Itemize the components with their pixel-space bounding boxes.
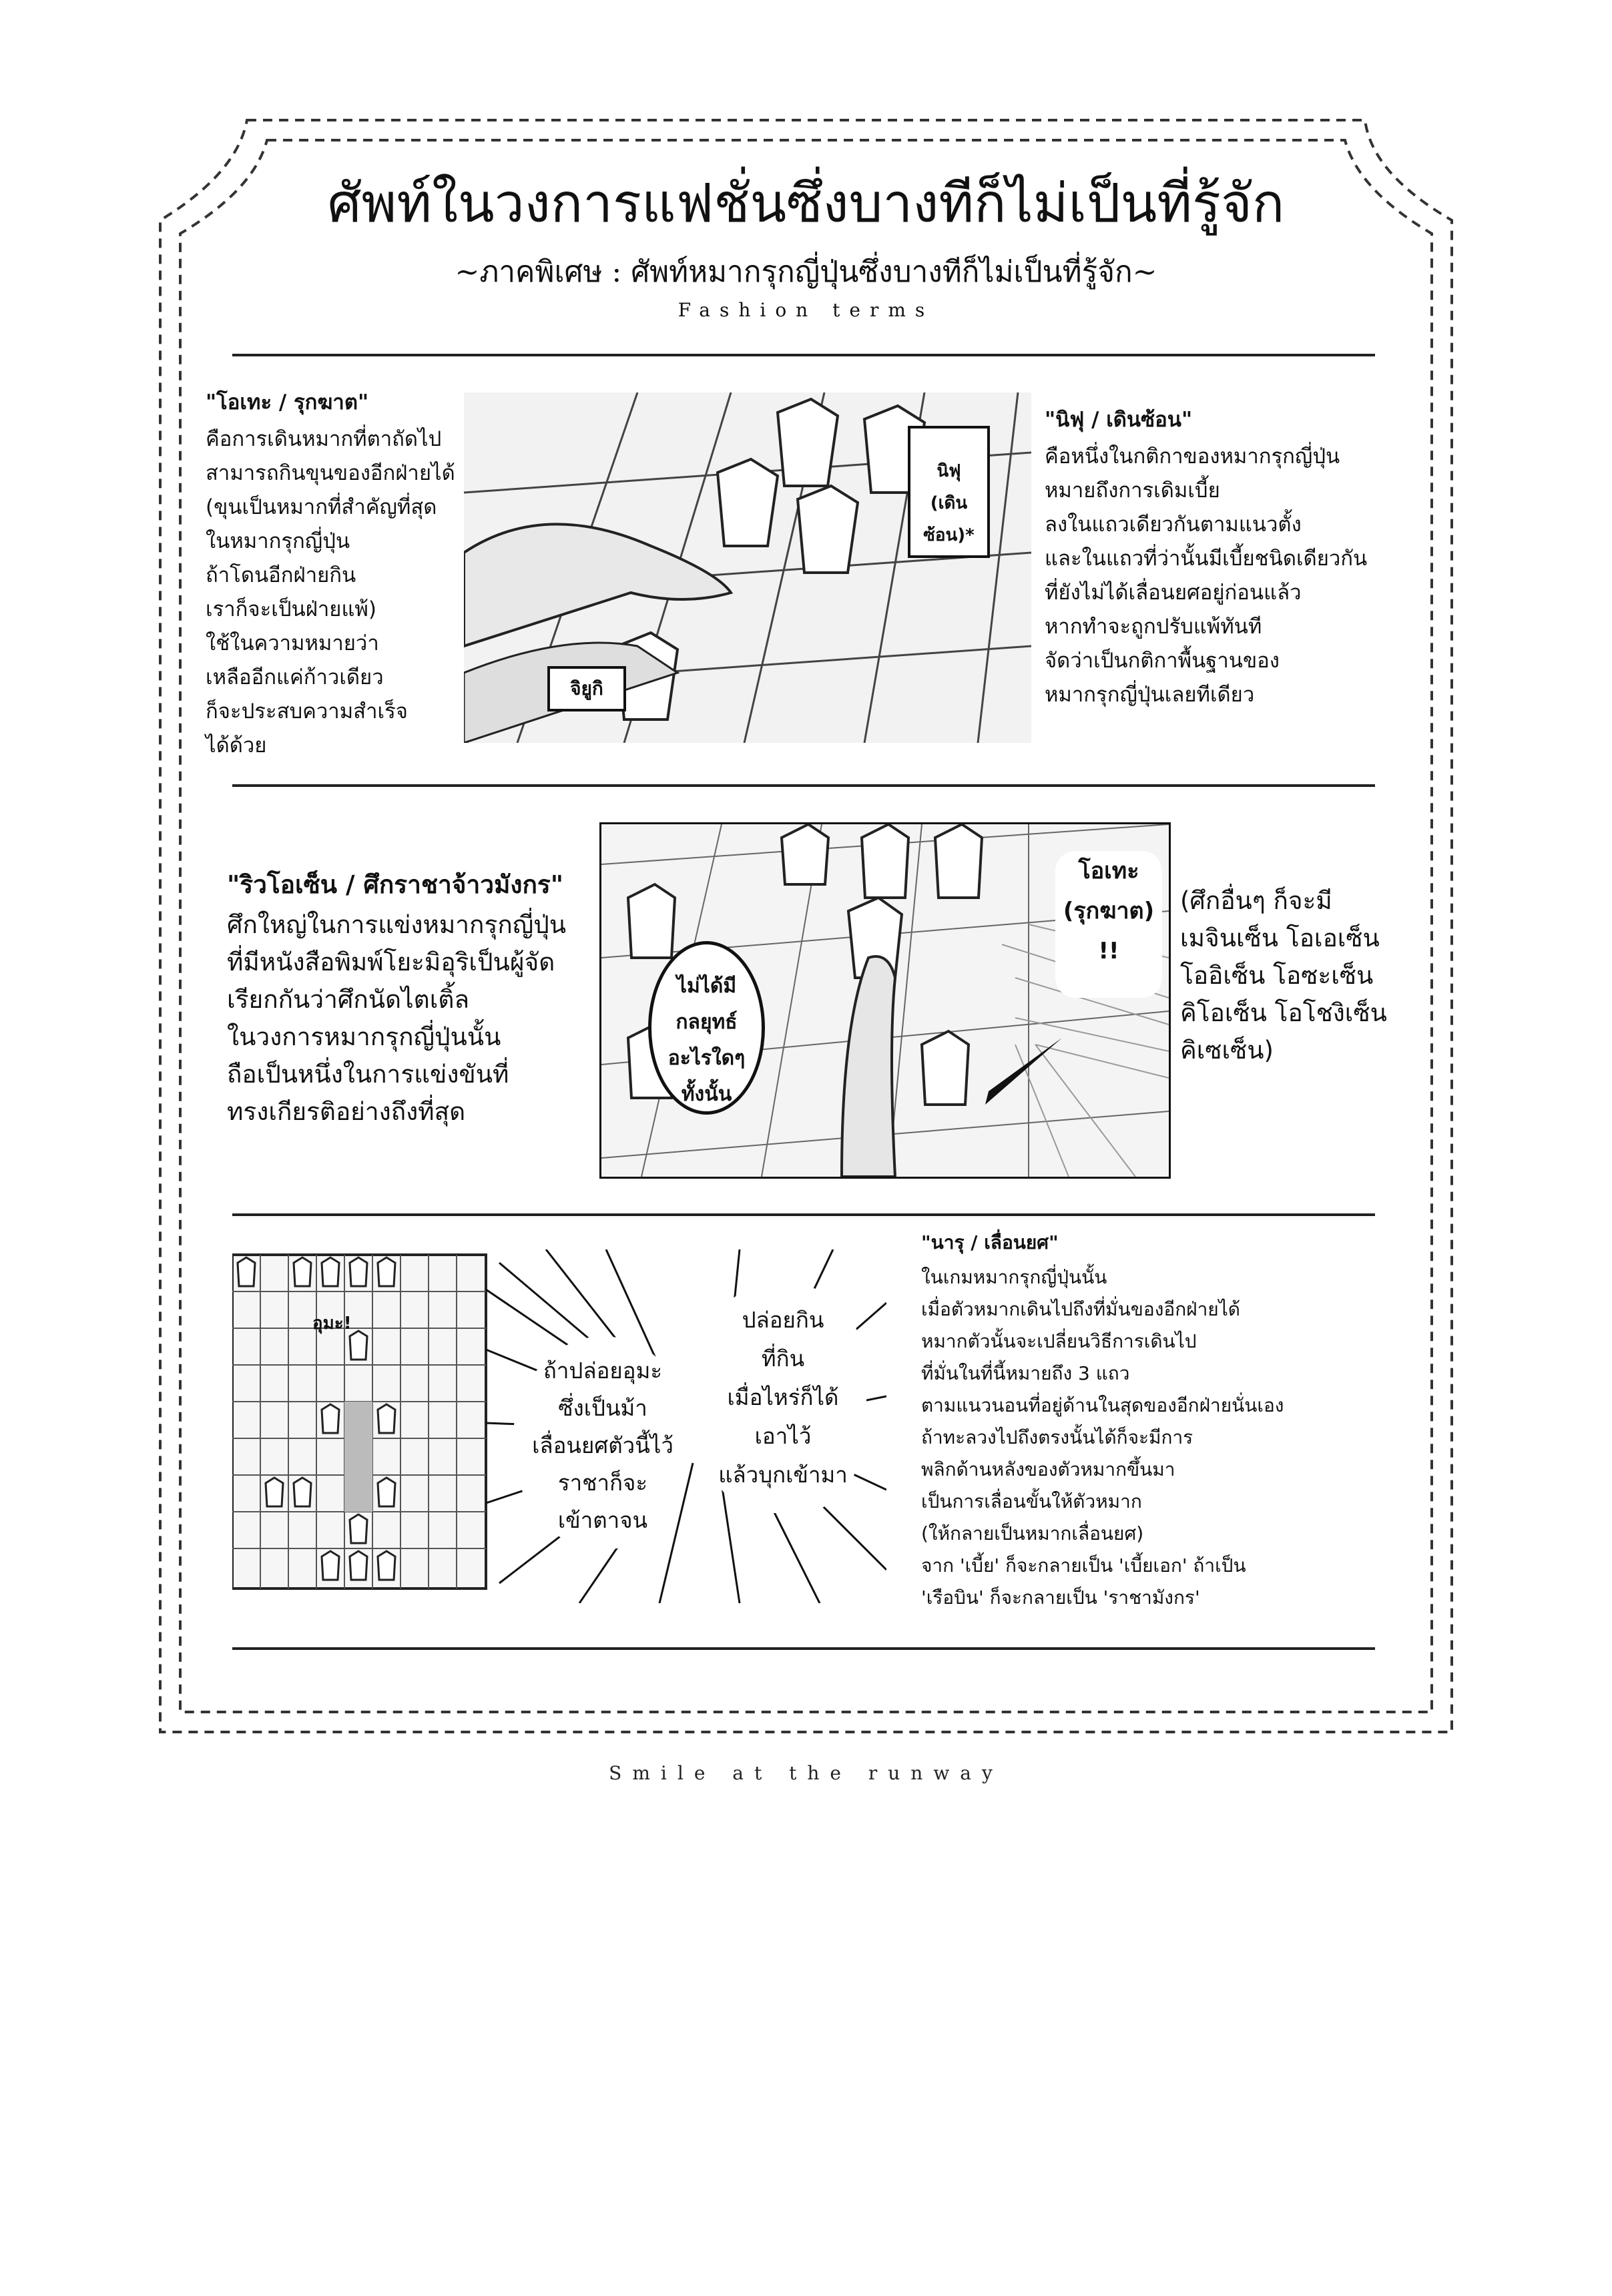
- manga-panel-ote: [599, 822, 1171, 1179]
- other-tournaments-note: [1180, 882, 1460, 1069]
- board-mark-uma: อุมะ!: [312, 1314, 352, 1334]
- english-subtitle: Fashion terms: [678, 299, 934, 321]
- ote-definition: [206, 386, 459, 763]
- term-naru: "นารุ / เลื่อนยศ": [921, 1231, 1059, 1253]
- nifu-description: คือหนึ่งในกติกาของหมากรุกญี่ปุ่น หมายถึงการเดิมเบี้ย ลงในแถวเดียวกันตามแนวตั้ง และในแถวที่ว่านั้นมีเบี้ยชนิดเดียวกัน ที่ยังไม่ได้เลื่อนยศอยู่ก่อนแล้ว หากทำจะถูกปรับแพ้ทันที จัดว่าเป็นกติกาพื้นฐานของ หมากรุกญี่ปุ่นเลยทีเดียว: [1045, 445, 1368, 707]
- term-ryuosen: "ริวโอเซ็น / ศึกราชาจ้าวมังกร": [227, 870, 564, 899]
- ryuosen-definition: [227, 866, 587, 1131]
- ryuosen-description: ศึกใหญ่ในการแข่งหมากรุกญี่ปุ่น ที่มีหนังสือพิมพ์โยะมิอุริเป็นผู้จัด เรียกกันว่าศึกนัดไตเติ้ล ในวงการหมากรุกญี่ปุ่นนั้น ถือเป็นหนึ่งในการแข่งขันที่ ทรงเกียรติอย่างถึงที่สุด: [227, 910, 567, 1126]
- ote-description: คือการเดินหมากที่ตาถัดไป สามารถกินขุนของอีกฝ่ายได้ (ขุนเป็นหมากที่สำคัญที่สุด ในหมากรุกญี่ปุ่น ถ้าโดนอีกฝ่ายกิน เราก็จะเป็นฝ่ายแพ้) ใช้ในความหมายว่า เหลืออีกแค่ก้าวเดียว ก็จะประสบความสำเร็จ ได้ด้วย: [206, 427, 455, 758]
- bubble-promoted-horse: ถ้าปล่อยอุมะ ซึ่งเป็นม้า เลื่อนยศตัวนี้ไว้ ราชาก็จะ เข้าตาจน: [513, 1336, 693, 1550]
- naru-description: ในเกมหมากรุกญี่ปุ่นนั้น เมื่อตัวหมากเดินไปถึงที่มั่นของอีกฝ่ายได้ หมากตัวนั้นจะเปลี่ยนวิธีการเดินไป ที่มั่นในที่นี้หมายถึง 3 แถว ตามแนวนอนที่อยู่ด้านในสุดของอีกฝ่ายนั่นเอง ถ้าทะลวงไปถึงตรงนั้นได้ก็จะมีการ พลิกด้านหลังของตัวหมากขึ้นมา เป็นการเลื่อนขั้นให้ตัวหมาก (ให้กลายเป็นหมากเลื่อนยศ) จาก 'เบี้ย' ก็จะกลายเป็น 'เบี้ยเอก' ถ้าเป็น 'เรือบิน' ก็จะกลายเป็น 'ราชามังกร': [921, 1266, 1284, 1609]
- bubble-capture-later: ปล่อยกิน ที่กิน เมื่อไหร่ก็ได้ เอาไว้ แล้วบุกเข้ามา: [700, 1286, 866, 1513]
- promotion-definition: [921, 1227, 1402, 1614]
- manga-panel-promotion: [232, 1249, 886, 1603]
- term-nifu: "นิฟุ / เดินซ้อน": [1045, 408, 1193, 432]
- bubble-no-strategy: ไม่ได้มี กลยุทธ์ อะไรใดๆ ทั้งนั้น: [648, 941, 765, 1115]
- bubble-ote: โอเทะ (รุกฆาต) !!: [1055, 851, 1162, 998]
- side-note-text: (ศึกอื่นๆ ก็จะมี เมจินเซ็น โอเอเซ็น โออิเซ็น โอซะเซ็น คิโอเซ็น โอโชงิเซ็น คิเซเซ็น): [1180, 886, 1387, 1065]
- page-title: ศัพท์ในวงการแฟชั่นซึ่งบางทีก็ไม่เป็นที่รู้จัก: [327, 172, 1285, 234]
- footer-text: Smile at the runway: [609, 1762, 1003, 1784]
- divider: [232, 354, 1375, 356]
- caption-jiyuki: จิยูกิ: [547, 666, 626, 711]
- manga-panel-nifu: [464, 392, 1031, 743]
- term-ote: "โอเทะ / รุกฆาต": [206, 390, 369, 414]
- divider: [232, 1647, 1375, 1650]
- divider: [232, 1213, 1375, 1216]
- nifu-definition: [1045, 403, 1445, 712]
- page-subtitle: ~ภาคพิเศษ : ศัพท์หมากรุกญี่ปุ่นซึ่งบางทีก็ไม่เป็นที่รู้จัก~: [455, 255, 1157, 289]
- caption-nifu: นิฟุ (เดินซ้อน)*: [908, 426, 990, 558]
- divider: [232, 784, 1375, 787]
